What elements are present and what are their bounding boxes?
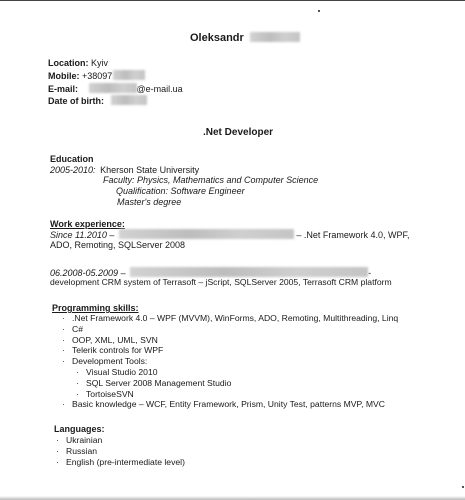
tool-item: · TortoiseSVN bbox=[58, 389, 398, 400]
contact-dob: Date of birth: bbox=[48, 95, 147, 107]
job-2-line-1: 06.2008-05.2009 – - bbox=[50, 268, 372, 278]
skill-item: · Telerik controls for WPF bbox=[58, 345, 398, 356]
skill-item: · Development Tools: bbox=[58, 356, 398, 367]
languages-list bbox=[52, 435, 185, 467]
redacted-phone bbox=[113, 70, 145, 80]
contact-location: Location: Kyiv bbox=[48, 58, 109, 68]
education-heading: Education bbox=[50, 154, 94, 164]
skill-item: · .Net Framework 4.0 – WPF (MVVM), WinForms, ADO, Remoting, Multithreading, Linq bbox=[58, 313, 398, 324]
scan-speck bbox=[318, 10, 320, 12]
languages-heading: Languages: bbox=[54, 424, 105, 434]
redacted-dob bbox=[111, 95, 147, 105]
tool-item: · SQL Server 2008 Management Studio bbox=[58, 378, 398, 389]
first-name: Oleksandr bbox=[190, 32, 244, 44]
candidate-name bbox=[190, 32, 300, 44]
redacted-email-user bbox=[89, 83, 137, 93]
position-title: .Net Developer bbox=[203, 127, 274, 138]
skill-item-basic: · Basic knowledge – WCF, Entity Framework, Prism, Unity Test, patterns MVP, MVC bbox=[58, 399, 398, 410]
skills-heading: Programming skills: bbox=[52, 303, 139, 313]
skill-item: · OOP, XML, UML, SVN bbox=[58, 335, 398, 346]
scan-speck bbox=[462, 486, 464, 488]
language-item: · Ukrainian bbox=[52, 435, 185, 446]
language-item: · English (pre-intermediate level) bbox=[52, 457, 185, 468]
page-top-edge bbox=[0, 0, 465, 1]
education-qualification: Qualification: Software Engineer bbox=[116, 186, 245, 196]
education-faculty: Faculty: Physics, Mathematics and Computer Science bbox=[103, 175, 319, 185]
education-degree: Master's degree bbox=[117, 197, 182, 207]
tool-item: · Visual Studio 2010 bbox=[58, 367, 398, 378]
skills-list bbox=[58, 313, 398, 410]
language-item: · Russian bbox=[52, 446, 185, 457]
redacted-employer-2 bbox=[130, 267, 368, 277]
contact-email: E-mail: @e-mail.ua bbox=[48, 84, 183, 94]
redacted-employer-1 bbox=[119, 229, 294, 239]
job-1-line-2: ADO, Remoting, SQLServer 2008 bbox=[50, 240, 186, 250]
job-2-line-2: development CRM system of Terrasoft – jScript, SQLServer 2005, Terrasoft CRM platform bbox=[50, 277, 392, 287]
work-heading: Work experience: bbox=[50, 219, 125, 229]
contact-mobile: Mobile: +38097 bbox=[48, 70, 145, 82]
redacted-surname bbox=[250, 32, 300, 42]
job-1-line-1: Since 11.2010 – – .Net Framework 4.0, WPF, bbox=[50, 230, 410, 240]
page-bottom-edge bbox=[0, 496, 465, 500]
education-years: 2005-2010: bbox=[50, 165, 96, 175]
skill-item: · C# bbox=[58, 324, 398, 335]
education-university: Kherson State University bbox=[100, 165, 200, 175]
